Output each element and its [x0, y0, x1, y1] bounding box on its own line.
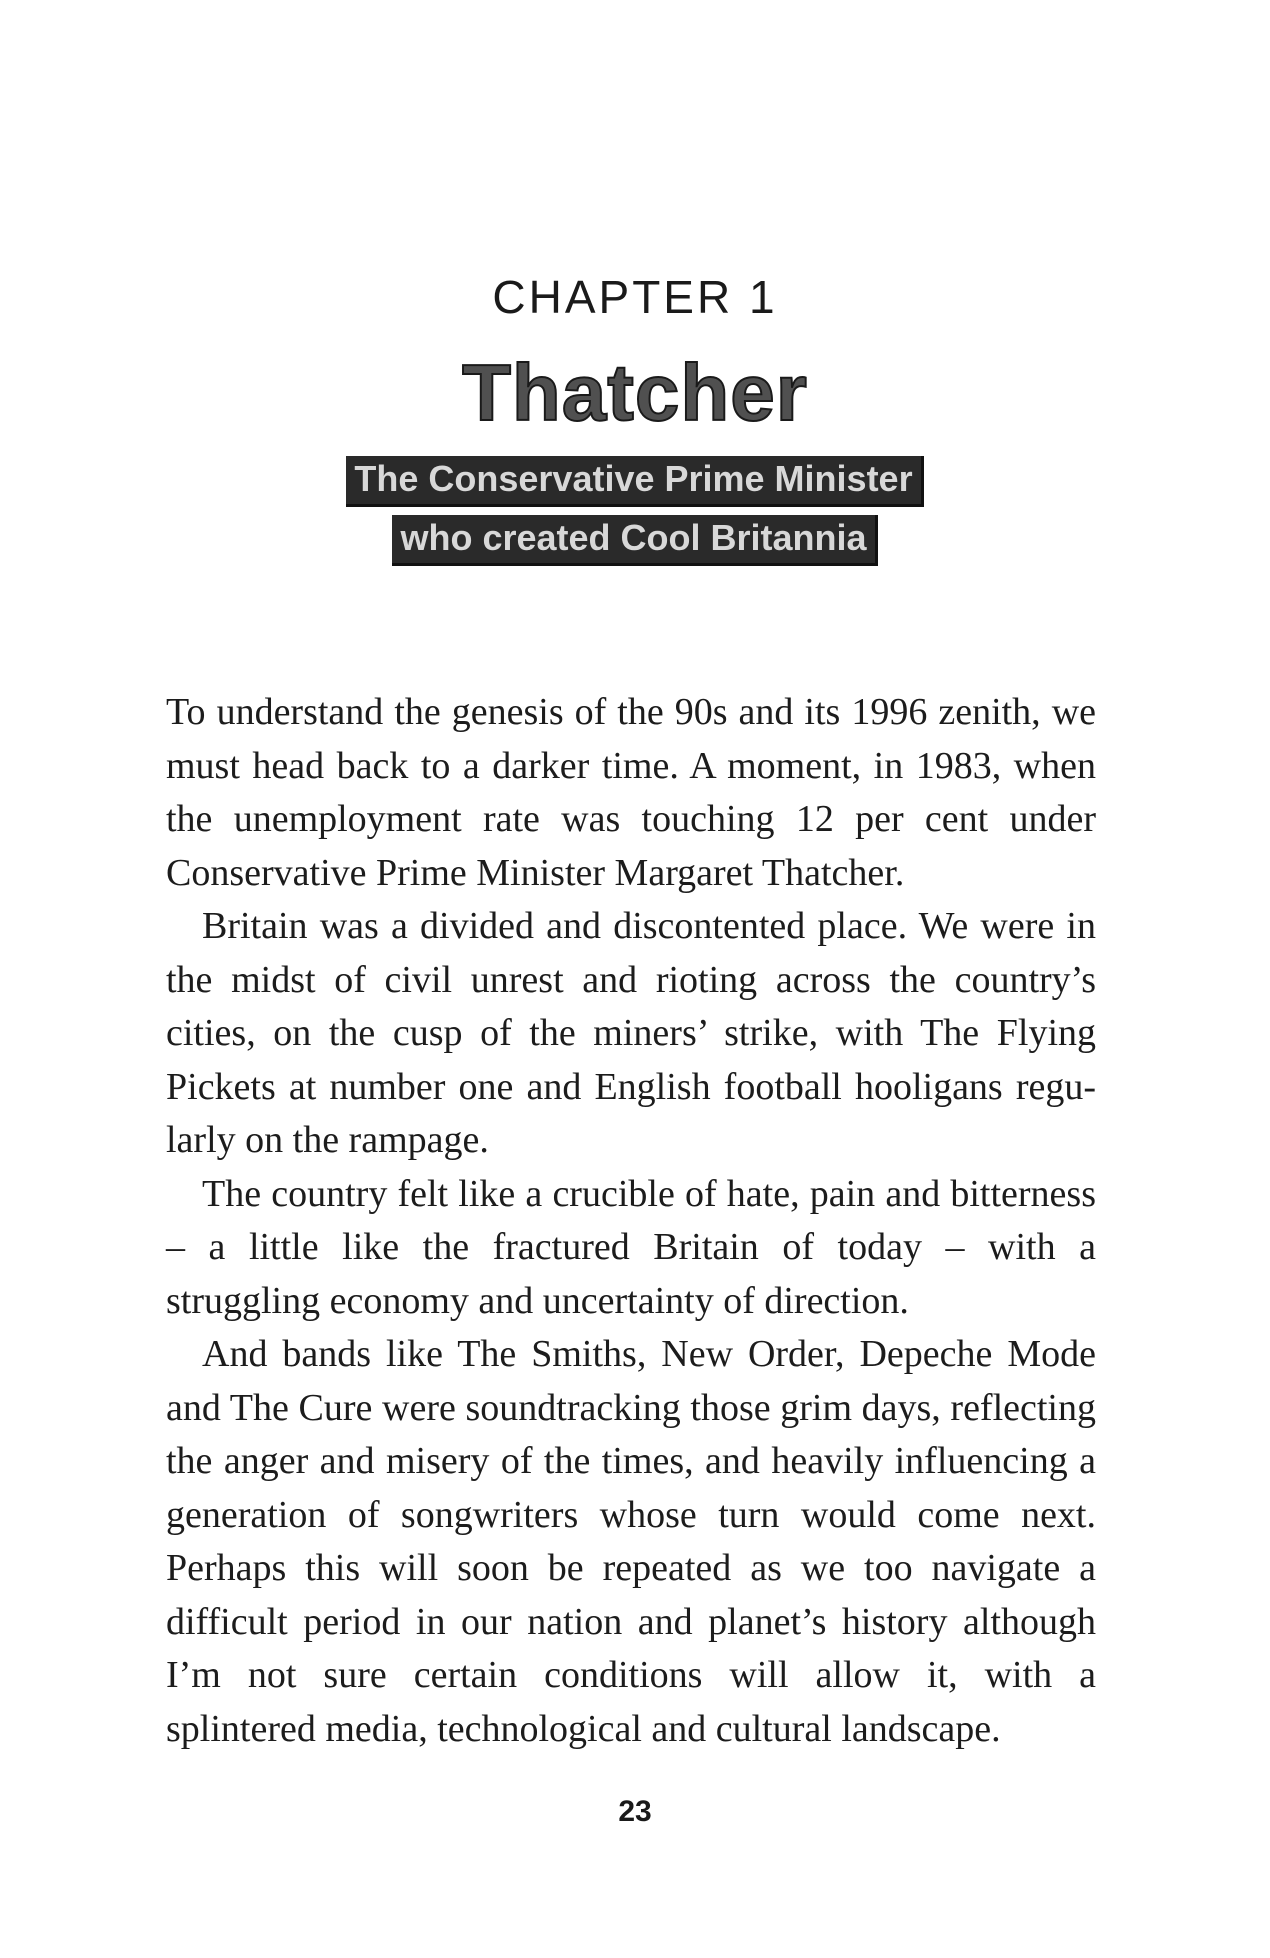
chapter-subtitle-line-2	[0, 515, 1270, 566]
chapter-subtitle-line-1	[0, 456, 1270, 507]
body-text	[166, 686, 1096, 1756]
chapter-title: Thatcher	[462, 348, 808, 437]
chapter-label: CHAPTER 1	[492, 271, 778, 323]
paragraph-4: And bands like The Smiths, New Order, Depeche Mode and The Cure were soundtracking those grim days, reflecting the anger and misery of the times, and heavily influencing a generation of songwriters whose turn would come next. Perhaps this will soon be repeated as we too navigate a difficult period in our nation and planet’s history although I’m not sure certain conditions will allow it, with a splintered media, technological and cultural landscape.	[166, 1333, 1096, 1750]
paragraph-2: Britain was a divided and discontented place. We were in the midst of civil unrest and rioting across the country’s cities, on the cusp of the miners’ strike, with The Flying Pickets at number one and English football hooligans regularly on the rampage.	[166, 905, 1096, 1161]
subtitle-line-1-text: The Conservative Prime Minister	[346, 456, 923, 507]
page-number: 23	[618, 1795, 652, 1828]
subtitle-line-2-text: who created Cool Britannia	[392, 515, 877, 566]
paragraph-3: The country felt like a crucible of hate, pain and bitterness – a little like the fractured Britain of today – with a struggling economy and uncertainty of direction.	[166, 1172, 1096, 1322]
paragraph-1: To understand the genesis of the 90s and its 1996 zenith, we must head back to a darker time. A moment, in 1983, when the unemployment rate was touching 12 per cent under Conservative Prime Minister Margaret Thatcher.	[166, 691, 1096, 894]
